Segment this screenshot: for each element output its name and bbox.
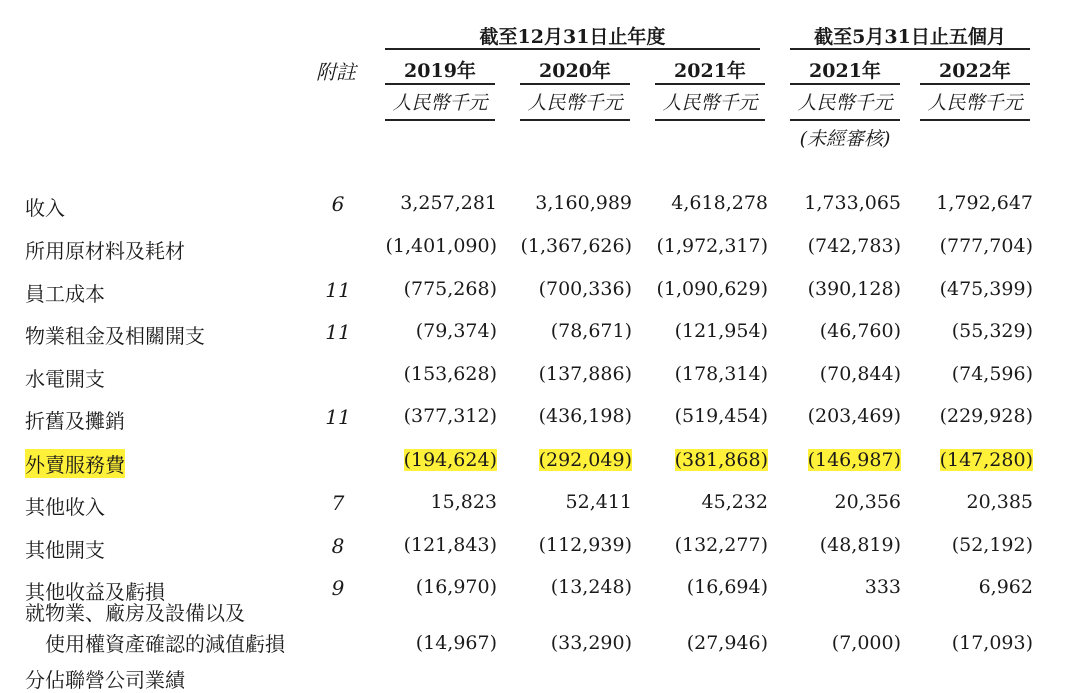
row-label: 其他收入 — [25, 495, 105, 519]
row-note: 11 — [325, 278, 351, 302]
row-value: (1,090,629) — [656, 278, 768, 300]
unit-label-5: 人民幣千元 — [927, 92, 1023, 114]
row-value: 52,411 — [565, 491, 632, 513]
row-value: (229,928) — [939, 405, 1033, 427]
row-value: 45,232 — [701, 491, 768, 513]
row-value: (52,192) — [951, 534, 1033, 556]
row-value: (377,312) — [403, 405, 497, 427]
row-label: 所用原材料及耗材 — [25, 239, 185, 263]
row-value: (777,704) — [939, 235, 1033, 257]
row-value: (203,469) — [807, 405, 901, 427]
row-value: (436,198) — [538, 405, 632, 427]
row-value: (78,671) — [550, 320, 632, 342]
row-label-impairment-line2: 使用權資產確認的減值虧損 — [45, 632, 285, 656]
row-note: 9 — [331, 576, 345, 600]
unit-underline-2 — [520, 119, 630, 121]
unaudited-label: (未經審核) — [799, 128, 891, 150]
row-value: 6,962 — [978, 576, 1033, 598]
row-label: 其他開支 — [25, 538, 105, 562]
unit-underline-3 — [655, 119, 765, 121]
row-label: 物業租金及相關開支 — [25, 324, 205, 348]
row-value: (132,277) — [674, 534, 768, 556]
row-label-impairment-line1: 就物業、廠房及設備以及 — [25, 601, 245, 625]
row-value: 20,385 — [966, 491, 1033, 513]
row-label: 折舊及攤銷 — [25, 409, 125, 433]
row-value: (112,939) — [538, 534, 632, 556]
impairment-value: (17,093) — [951, 632, 1033, 654]
cutoff-row-label: 分佔聯營公司業績 — [25, 668, 185, 692]
impairment-value: (33,290) — [550, 632, 632, 654]
row-value: 333 — [864, 576, 901, 598]
year-underline-4 — [790, 83, 900, 85]
row-value: (381,868) — [674, 449, 768, 471]
row-label: 其他收益及虧損 — [25, 580, 165, 604]
row-value: (16,694) — [686, 576, 768, 598]
row-note: 6 — [331, 192, 345, 216]
row-note: 11 — [325, 405, 351, 429]
row-label: 外賣服務費 — [25, 449, 125, 478]
unit-label-2: 人民幣千元 — [527, 92, 623, 114]
row-value: (475,399) — [939, 278, 1033, 300]
row-value: (13,248) — [550, 576, 632, 598]
year-header-4: 2021年 — [809, 60, 881, 82]
row-value: (519,454) — [674, 405, 768, 427]
unit-label-4: 人民幣千元 — [797, 92, 893, 114]
row-note: 8 — [331, 534, 345, 558]
row-value: (121,843) — [403, 534, 497, 556]
row-value: (48,819) — [819, 534, 901, 556]
row-value: (74,596) — [951, 363, 1033, 385]
impairment-value: (27,946) — [686, 632, 768, 654]
row-value: 3,257,281 — [400, 192, 497, 214]
row-value: (1,367,626) — [520, 235, 632, 257]
row-value: (55,329) — [951, 320, 1033, 342]
row-value: (153,628) — [403, 363, 497, 385]
row-note: 7 — [331, 491, 345, 515]
group-rule-year — [385, 48, 760, 50]
row-value: (194,624) — [403, 449, 497, 471]
year-underline-2 — [520, 83, 630, 85]
row-label: 員工成本 — [25, 282, 105, 306]
row-value: (1,401,090) — [385, 235, 497, 257]
row-value: 15,823 — [430, 491, 497, 513]
year-underline-5 — [920, 83, 1030, 85]
row-value: (70,844) — [819, 363, 901, 385]
row-label: 水電開支 — [25, 367, 105, 391]
row-value: (16,970) — [415, 576, 497, 598]
row-value: (775,268) — [403, 278, 497, 300]
row-value: 4,618,278 — [671, 192, 768, 214]
group-rule-period — [790, 48, 1030, 50]
year-header-5: 2022年 — [939, 60, 1011, 82]
row-value: 1,733,065 — [804, 192, 901, 214]
unit-label-1: 人民幣千元 — [392, 92, 488, 114]
row-value: (700,336) — [538, 278, 632, 300]
row-value: (79,374) — [415, 320, 497, 342]
impairment-value: (7,000) — [831, 632, 901, 654]
group-header-year: 截至12月31日止年度 — [479, 26, 666, 48]
year-underline-3 — [655, 83, 765, 85]
row-value: (147,280) — [939, 449, 1033, 471]
row-value: 3,160,989 — [535, 192, 632, 214]
group-header-period: 截至5月31日止五個月 — [814, 26, 1006, 48]
unit-underline-4 — [790, 119, 900, 121]
year-header-1: 2019年 — [404, 60, 476, 82]
unit-underline-1 — [385, 119, 495, 121]
row-value: (292,049) — [538, 449, 632, 471]
unit-label-3: 人民幣千元 — [662, 92, 758, 114]
row-value: (46,760) — [819, 320, 901, 342]
year-underline-1 — [385, 83, 495, 85]
row-note: 11 — [325, 320, 351, 344]
year-header-2: 2020年 — [539, 60, 611, 82]
row-value: (121,954) — [674, 320, 768, 342]
row-value: 20,356 — [834, 491, 901, 513]
row-value: (178,314) — [674, 363, 768, 385]
year-header-3: 2021年 — [674, 60, 746, 82]
row-value: (146,987) — [807, 449, 901, 471]
row-value: (137,886) — [538, 363, 632, 385]
note-column-header: 附註 — [316, 60, 356, 84]
unit-underline-5 — [920, 119, 1030, 121]
row-value: 1,792,647 — [936, 192, 1033, 214]
impairment-value: (14,967) — [415, 632, 497, 654]
row-value: (742,783) — [807, 235, 901, 257]
row-label: 收入 — [25, 196, 65, 220]
row-value: (1,972,317) — [656, 235, 768, 257]
row-value: (390,128) — [807, 278, 901, 300]
